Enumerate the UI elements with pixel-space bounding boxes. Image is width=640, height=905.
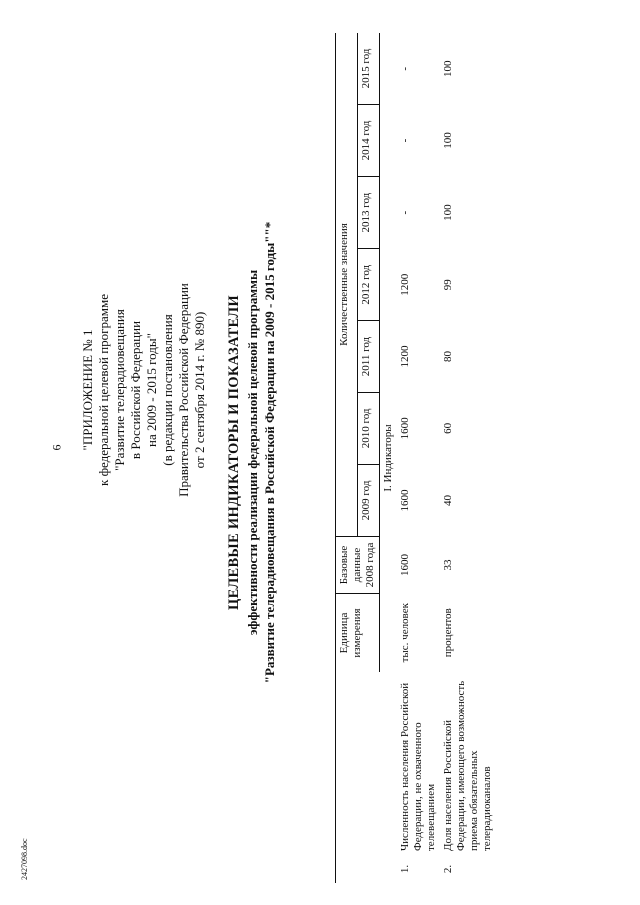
indicators-table xyxy=(335,33,496,883)
appendix-line: в Российской Федерации xyxy=(128,320,143,460)
appendix-line: к федеральной целевой программе xyxy=(96,294,111,486)
row-value: 1200 xyxy=(399,273,411,296)
row-unit: тыс. человек xyxy=(399,603,411,663)
row-base: 1600 xyxy=(399,554,411,576)
row-value: 1600 xyxy=(399,489,411,512)
row-value: - xyxy=(399,138,411,143)
row-name: Численность населения Российской Федерации, не охваченного телевещанием xyxy=(399,682,437,851)
header-year: 2009 год xyxy=(358,464,380,536)
header-year: 2013 год xyxy=(358,177,380,249)
row-value: 80 xyxy=(442,351,454,363)
row-value: 40 xyxy=(442,494,454,506)
header-year: 2010 год xyxy=(358,392,380,464)
section-title: I. Индикаторы xyxy=(382,424,394,492)
row-number: 2. xyxy=(442,864,454,874)
table-row xyxy=(440,33,496,883)
appendix-line: Правительства Российской Федерации xyxy=(176,283,191,497)
header-year: 2015 год xyxy=(358,33,380,104)
table-row xyxy=(397,33,440,883)
row-value: 60 xyxy=(442,422,454,434)
title-subtitle: эффективности реализации федеральной целевой программы xyxy=(245,269,260,636)
page-number: 6 xyxy=(49,444,64,451)
header-name xyxy=(336,672,380,855)
header-num xyxy=(336,855,380,883)
row-number: 1. xyxy=(399,864,411,874)
footer-file-code: 2427098.doc xyxy=(20,838,29,880)
row-value: 100 xyxy=(442,204,454,221)
row-name: Доля населения Российской Федерации, имеющего возможность приема обязательных телерадиоканалов xyxy=(442,680,493,851)
header-base: Базовые данные 2008 года xyxy=(336,537,380,594)
header-year: 2012 год xyxy=(358,249,380,321)
row-value: 1200 xyxy=(399,345,411,368)
title-main: ЦЕЛЕВЫЕ ИНДИКАТОРЫ И ПОКАЗАТЕЛИ xyxy=(226,295,242,610)
header-unit: Единица измерения xyxy=(336,594,380,673)
row-unit: процентов xyxy=(442,608,454,658)
appendix-line: "Развитие телерадиовещания xyxy=(112,309,127,471)
row-value: 100 xyxy=(442,132,454,149)
appendix-line: "ПРИЛОЖЕНИЕ № 1 xyxy=(80,329,95,451)
row-value: - xyxy=(399,210,411,215)
appendix-line: от 2 сентября 2014 г. № 890) xyxy=(192,311,207,469)
row-value: - xyxy=(399,66,411,71)
appendix-note xyxy=(80,240,208,540)
row-value: 1600 xyxy=(399,417,411,440)
document-title xyxy=(226,0,278,905)
appendix-line: (в редакции постановления xyxy=(160,314,175,466)
header-year: 2014 год xyxy=(358,104,380,176)
header-year: 2011 год xyxy=(358,321,380,392)
appendix-line: на 2009 - 2015 годы" xyxy=(144,333,159,447)
header-quant: Количественные значения xyxy=(336,33,358,537)
row-base: 33 xyxy=(442,559,454,571)
row-value: 100 xyxy=(442,60,454,77)
row-value: 99 xyxy=(442,279,454,291)
title-program-name: "Развитие телерадиовещания в Российской Федерации на 2009 - 2015 годы""* xyxy=(262,221,277,684)
